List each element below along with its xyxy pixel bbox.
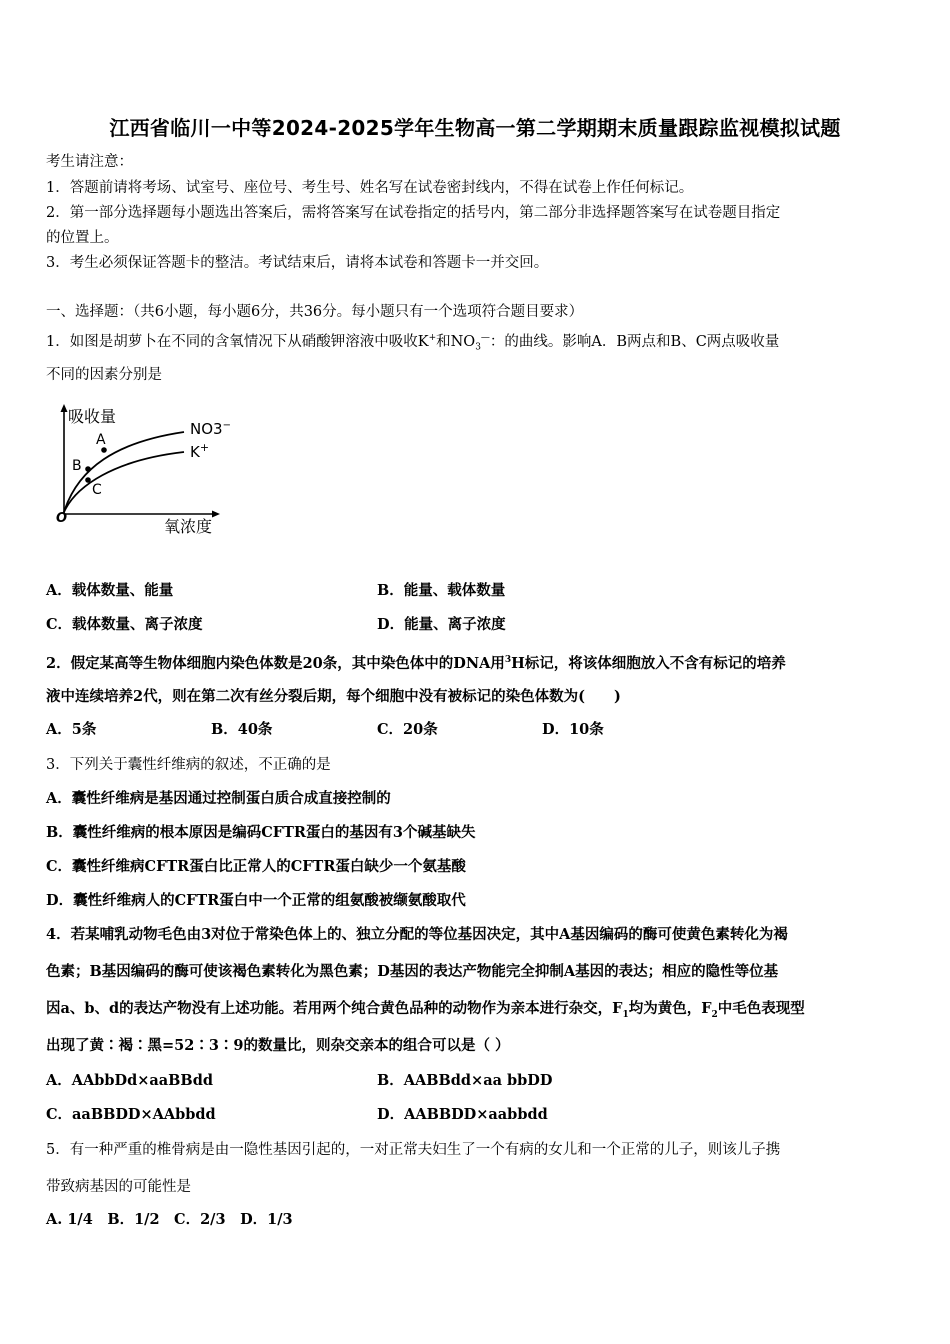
q3-option-d[interactable]: D．囊性纤维病人的CFTR蛋白中一个正常的组氨酸被缬氨酸取代 <box>46 892 466 909</box>
q4-text-c: 中毛色表现型 <box>717 1000 805 1017</box>
no3-legend-sup: − <box>222 420 231 431</box>
q5-stem-line1: 5．有一种严重的椎骨病是由一隐性基因引起的，一对正常夫妇生了一个有病的女儿和一个正常的儿子，则该儿子携 <box>46 1142 781 1158</box>
point-b-label: B <box>72 458 82 474</box>
origin-label: O <box>56 511 68 526</box>
notice-item-2-cont: 的位置上。 <box>46 230 119 246</box>
q2-text-b: H标记，将该体细胞放入不含有标记的培养 <box>511 654 786 672</box>
q2-stem-line1 <box>46 650 786 674</box>
k-legend <box>190 441 209 461</box>
q4-option-a[interactable]: A．AAbbDd×aaBBdd <box>46 1072 213 1089</box>
q4-stem-line4: 出现了黄∶褐∶黑=52∶3∶9的数量比，则杂交亲本的组合可以是（ ） <box>46 1037 510 1054</box>
y-axis-arrow <box>61 404 68 412</box>
q4-stem-line2: 色素；B基因编码的酶可使该褐色素转化为黑色素；D基因的表达产物能完全抑制A基因的表达；相应的隐性等位基 <box>46 963 779 980</box>
q3-option-a[interactable]: A．囊性纤维病是基因通过控制蛋白质合成直接控制的 <box>46 790 391 807</box>
q4-stem-line1: 4．若某哺乳动物毛色由3对位于常染色体上的、独立分配的等位基因决定，其中A基因编码的酶可使黄色素转化为褐 <box>46 926 788 943</box>
point-a-label: A <box>96 432 106 448</box>
x-axis-arrow <box>212 511 220 518</box>
q4-text-a: 因a、b、d的表达产物没有上述功能。若用两个纯合黄色品种的动物作为亲本进行杂交，F <box>46 1000 623 1017</box>
q1-sub: 3 <box>475 342 481 353</box>
q2-option-d[interactable]: D．10条 <box>542 721 604 738</box>
point-c-dot <box>85 477 91 483</box>
q1-option-b[interactable]: B．能量、载体数量 <box>377 582 506 599</box>
notice-heading: 考生请注意： <box>46 154 133 170</box>
q1-stem-line2: 不同的因素分别是 <box>46 367 162 383</box>
q4-sub1: 1 <box>622 1009 629 1020</box>
q1-option-d[interactable]: D．能量、离子浓度 <box>377 616 506 633</box>
notice-item-1: 1．答题前请将考场、试室号、座位号、考生号、姓名写在试卷密封线内，不得在试卷上作任何标记。 <box>46 180 694 196</box>
no3-legend-text: NO3 <box>190 420 223 438</box>
point-b-dot <box>85 466 91 472</box>
q1-sup2: — <box>480 333 490 343</box>
k-curve <box>64 452 184 512</box>
q2-sup: 3 <box>504 655 512 665</box>
q1-chart <box>44 402 244 542</box>
notice-item-3: 3．考生必须保证答题卡的整洁。考试结束后，请将本试卷和答题卡一并交回。 <box>46 255 549 271</box>
q3-option-b[interactable]: B．囊性纤维病的根本原因是编码CFTR蛋白的基因有3个碱基缺失 <box>46 824 476 841</box>
q1-text-b: 和NO <box>436 333 476 350</box>
q3-option-c[interactable]: C．囊性纤维病CFTR蛋白比正常人的CFTR蛋白缺少一个氨基酸 <box>46 858 466 875</box>
q2-text-a: 2．假定某高等生物体细胞内染色体数是20条，其中染色体中的DNA用 <box>46 654 505 672</box>
no3-legend <box>190 420 231 438</box>
k-legend-sup: + <box>199 441 210 454</box>
q2-option-c[interactable]: C．20条 <box>377 721 438 738</box>
q4-text-b: 均为黄色，F <box>628 1000 712 1017</box>
section-heading: 一、选择题：（共6小题，每小题6分，共36分。每小题只有一个选项符合题目要求） <box>46 304 584 320</box>
exam-title: 江西省临川一中等2024-2025学年生物高一第二学期期末质量跟踪监视模拟试题 <box>109 116 841 140</box>
q1-option-a[interactable]: A．载体数量、能量 <box>46 582 174 599</box>
q5-options[interactable]: A. 1/4 B．1/2 C．2/3 D．1/3 <box>46 1211 293 1228</box>
y-axis-label: 吸收量 <box>68 407 117 426</box>
q2-stem-line2: 液中连续培养2代，则在第二次有丝分裂后期，每个细胞中没有被标记的染色体数为( ) <box>46 688 621 705</box>
k-legend-text: K <box>190 443 200 461</box>
point-a-dot <box>101 447 107 453</box>
x-axis-label: 氧浓度 <box>164 517 213 536</box>
notice-item-2: 2．第一部分选择题每小题选出答案后，需将答案写在试卷指定的括号内，第二部分非选择题答案写在试卷题目指定 <box>46 205 781 221</box>
q2-option-a[interactable]: A．5条 <box>46 721 97 738</box>
point-c-label: C <box>92 482 102 498</box>
q4-option-d[interactable]: D．AABBDD×aabbdd <box>377 1106 548 1123</box>
q5-stem-line2: 带致病基因的可能性是 <box>46 1179 191 1195</box>
q1-option-c[interactable]: C．载体数量、离子浓度 <box>46 616 203 633</box>
q4-sub2: 2 <box>711 1009 718 1020</box>
q2-option-b[interactable]: B．40条 <box>211 721 273 738</box>
q1-text-c: ：的曲线。影响A．B两点和B、C两点吸收量 <box>489 333 780 350</box>
q4-stem-line3 <box>46 999 805 1025</box>
q4-option-b[interactable]: B．AABBdd×aa bbDD <box>377 1072 553 1089</box>
q3-stem: 3．下列关于囊性纤维病的叙述，不正确的是 <box>46 757 331 773</box>
q1-sup: + <box>428 333 437 343</box>
q1-text-a: 1．如图是胡萝卜在不同的含氧情况下从硝酸钾溶液中吸收K <box>46 333 429 350</box>
q1-stem-line1 <box>46 328 779 358</box>
no3-curve <box>64 432 184 512</box>
q4-option-c[interactable]: C．aaBBDD×AAbbdd <box>46 1106 216 1123</box>
